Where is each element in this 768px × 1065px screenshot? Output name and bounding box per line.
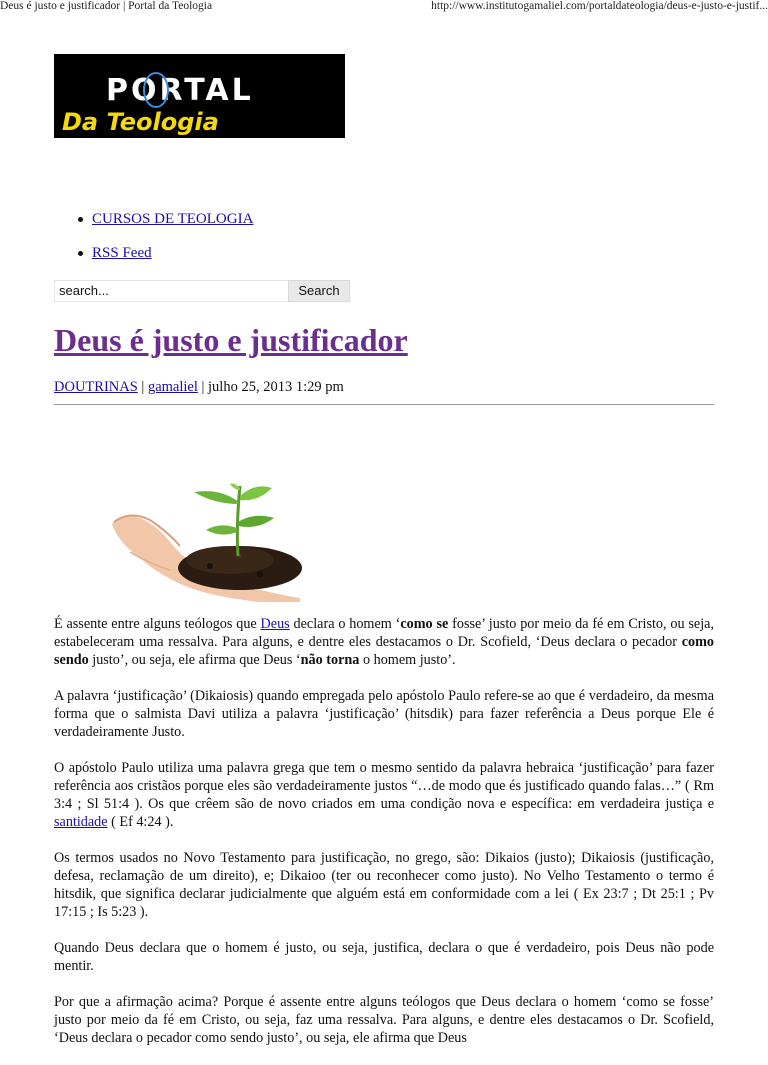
paragraph-2: A palavra ‘justificação’ (Dikaiosis) quando empregada pelo apóstolo Paulo refere-se ao que é verdadeiro, da mesma forma que o salmista Davi utiliza a palavra ‘justificação’ (hitsdik) para fazer referência a Deus porque Ele é verdadeiramente Justo. <box>54 688 714 740</box>
divider <box>54 404 714 405</box>
link-santidade[interactable]: santidade <box>54 814 108 830</box>
bullet-icon <box>78 217 83 222</box>
meta-separator: | <box>137 379 148 395</box>
post-content <box>54 615 714 1065</box>
paragraph-1 <box>54 615 714 669</box>
nav-link-cursos[interactable]: CURSOS DE TEOLOGIA <box>92 211 254 227</box>
top-nav <box>54 208 253 276</box>
site-logo[interactable] <box>54 54 345 138</box>
text: ( Ef 4:24 ). <box>107 814 174 830</box>
text: declara o homem ‘ <box>289 616 401 632</box>
bold-text: não torna <box>300 652 360 668</box>
bold-text: como sendo <box>54 634 714 668</box>
post-meta <box>54 377 344 397</box>
text: fosse’ justo por meio da fé em Cristo, ou seja, estabeleceram uma ressalva. Para alguns, e dentre eles destacamos o Dr. Scofield, ‘Deus declara o pecador <box>54 616 715 650</box>
bullet-icon <box>78 251 83 256</box>
nav-item-cursos <box>54 208 253 242</box>
nav-link-rss[interactable]: RSS Feed <box>92 245 152 261</box>
print-header-url: http://www.institutogamaliel.com/portaldateologia/deus-e-justo-e-justif... <box>431 0 768 12</box>
text: o homem justo’. <box>359 652 456 668</box>
search-input[interactable]: search... <box>54 280 290 302</box>
logo-graphic <box>54 54 345 138</box>
post-title[interactable]: Deus é justo e justificador <box>54 322 408 358</box>
category-link[interactable]: DOUTRINAS <box>54 379 138 395</box>
post-date: | julho 25, 2013 1:29 pm <box>197 379 344 395</box>
paragraph-6: Por que a afirmação acima? Porque é assente entre alguns teólogos que Deus declara o homem ‘como se fosse’ justo por meio da fé em Cristo, ou seja, faz uma ressalva. Para alguns, e dentre eles destacamos o Dr. Scofield, ‘Deus declara o pecador como sendo justo’, ou seja, ele afirma que Deus <box>54 994 714 1046</box>
paragraph-5: Quando Deus declara que o homem é justo, ou seja, justifica, declara o que é verdadeiro, pois Deus não pode mentir. <box>54 940 714 974</box>
print-header <box>0 0 768 16</box>
nav-item-rss <box>54 242 253 276</box>
paragraph-3 <box>54 759 714 831</box>
paragraph-4: Os termos usados no Novo Testamento para justificação, no grego, são: Dikaios (justo); Dikaiosis (justificação, defesa, reclamação de um direito), e; Dikaioo (ter ou reconhecer como justo). No Velho Testamento o termo é hitsdik, que significa declarar judicialmente que alguém está em conformidade com a lei ( Ex 23:7 ; Dt 25:1 ; Pv 17:15 ; Is 5:23 ). <box>54 850 714 920</box>
post-image <box>110 482 306 602</box>
text: justo’, ou seja, ele afirma que Deus ‘ <box>88 652 301 668</box>
search-button[interactable]: Search <box>288 280 350 302</box>
seedling-in-hand-image <box>110 482 306 602</box>
text: O apóstolo Paulo utiliza uma palavra grega que tem o mesmo sentido da palavra hebraica ‘justificação’ para fazer referência aos cristãos porque eles são verdadeiramente justos “…de modo que és justificado quando falas…” ( Rm 3:4 ; Sl 51:4 ). Os que crêem são de novo criados em uma condição nova e específica: em verdadeira justiça e <box>54 760 714 812</box>
text: É assente entre alguns teólogos que <box>54 616 261 632</box>
logo-line2: Da Teologia <box>62 108 219 136</box>
link-deus[interactable]: Deus <box>260 616 290 632</box>
bold-text: como se <box>400 616 449 632</box>
logo-line1: PORTAL <box>106 73 254 108</box>
author-link[interactable]: gamaliel <box>147 379 198 395</box>
print-header-title: Deus é justo e justificador | Portal da Teologia <box>0 0 213 12</box>
